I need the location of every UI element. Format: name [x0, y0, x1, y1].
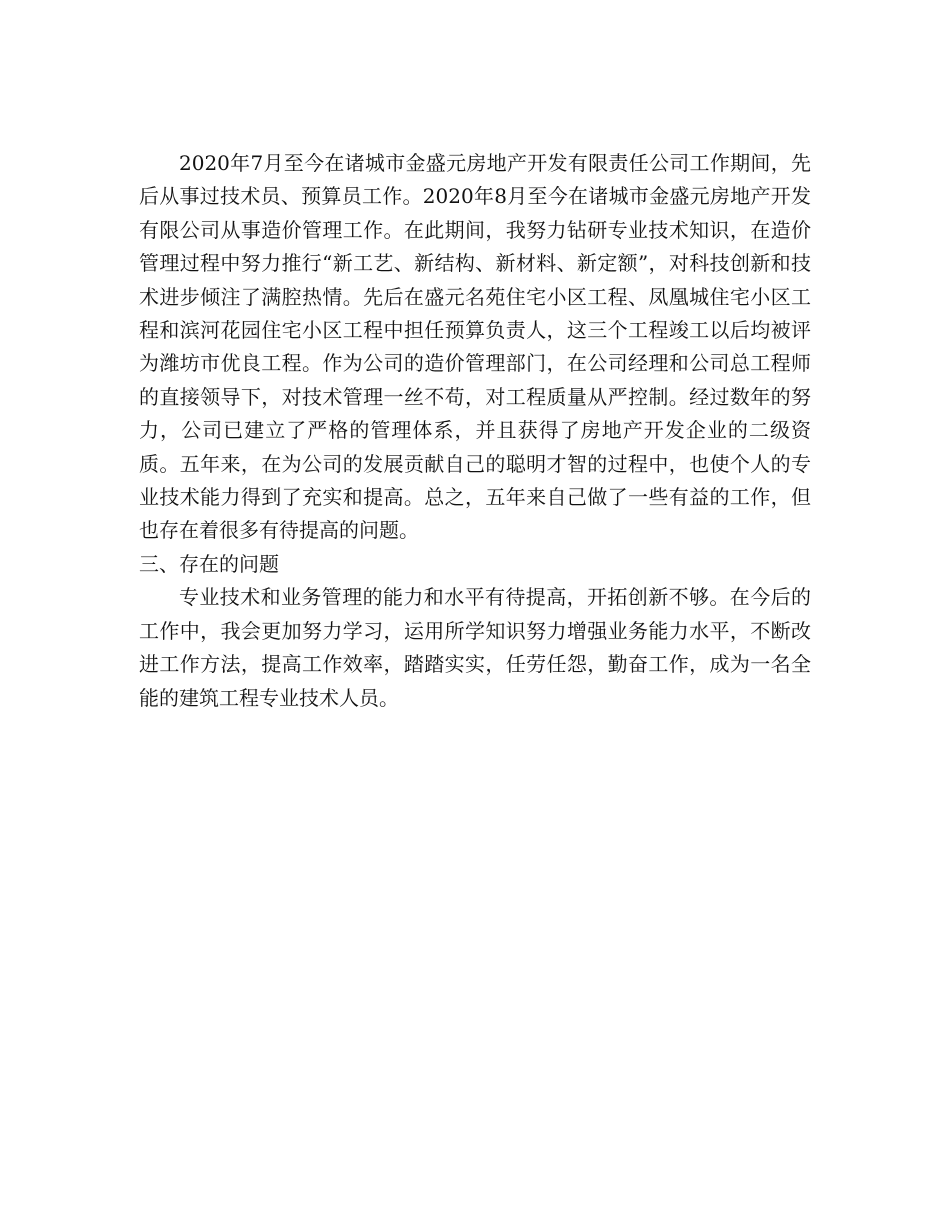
section-heading-problems: 三、存在的问题: [139, 551, 279, 576]
document-body: [139, 147, 811, 715]
paragraph-improvement-plan: 专业技术和业务管理的能力和水平有待提高，开拓创新不够。在今后的工作中，我会更加努力学习，运用所学知识努力增强业务能力水平，不断改进工作方法，提高工作效率，踏踏实实，任劳任怨，勤奋工作，成为一名全能的建筑工程专业技术人员。: [139, 585, 811, 710]
paragraph-work-history: 2020年7月至今在诸城市金盛元房地产开发有限责任公司工作期间，先后从事过技术员、预算员工作。2020年8月至今在诸城市金盛元房地产开发有限公司从事造价管理工作。在此期间，我努力钻研专业技术知识，在造价管理过程中努力推行“新工艺、新结构、新材料、新定额”，对科技创新和技术进步倾注了满腔热情。先后在盛元名苑住宅小区工程、凤凰城住宅小区工程和滨河花园住宅小区工程中担任预算负责人，这三个工程竣工以后均被评为潍坊市优良工程。作为公司的造价管理部门，在公司经理和公司总工程师的直接领导下，对技术管理一丝不苟，对工程质量从严控制。经过数年的努力，公司已建立了严格的管理体系，并且获得了房地产开发企业的二级资质。五年来，在为公司的发展贡献自己的聪明才智的过程中，也使个人的专业技术能力得到了充实和提高。总之，五年来自己做了一些有益的工作，但也存在着很多有待提高的问题。: [139, 151, 811, 543]
